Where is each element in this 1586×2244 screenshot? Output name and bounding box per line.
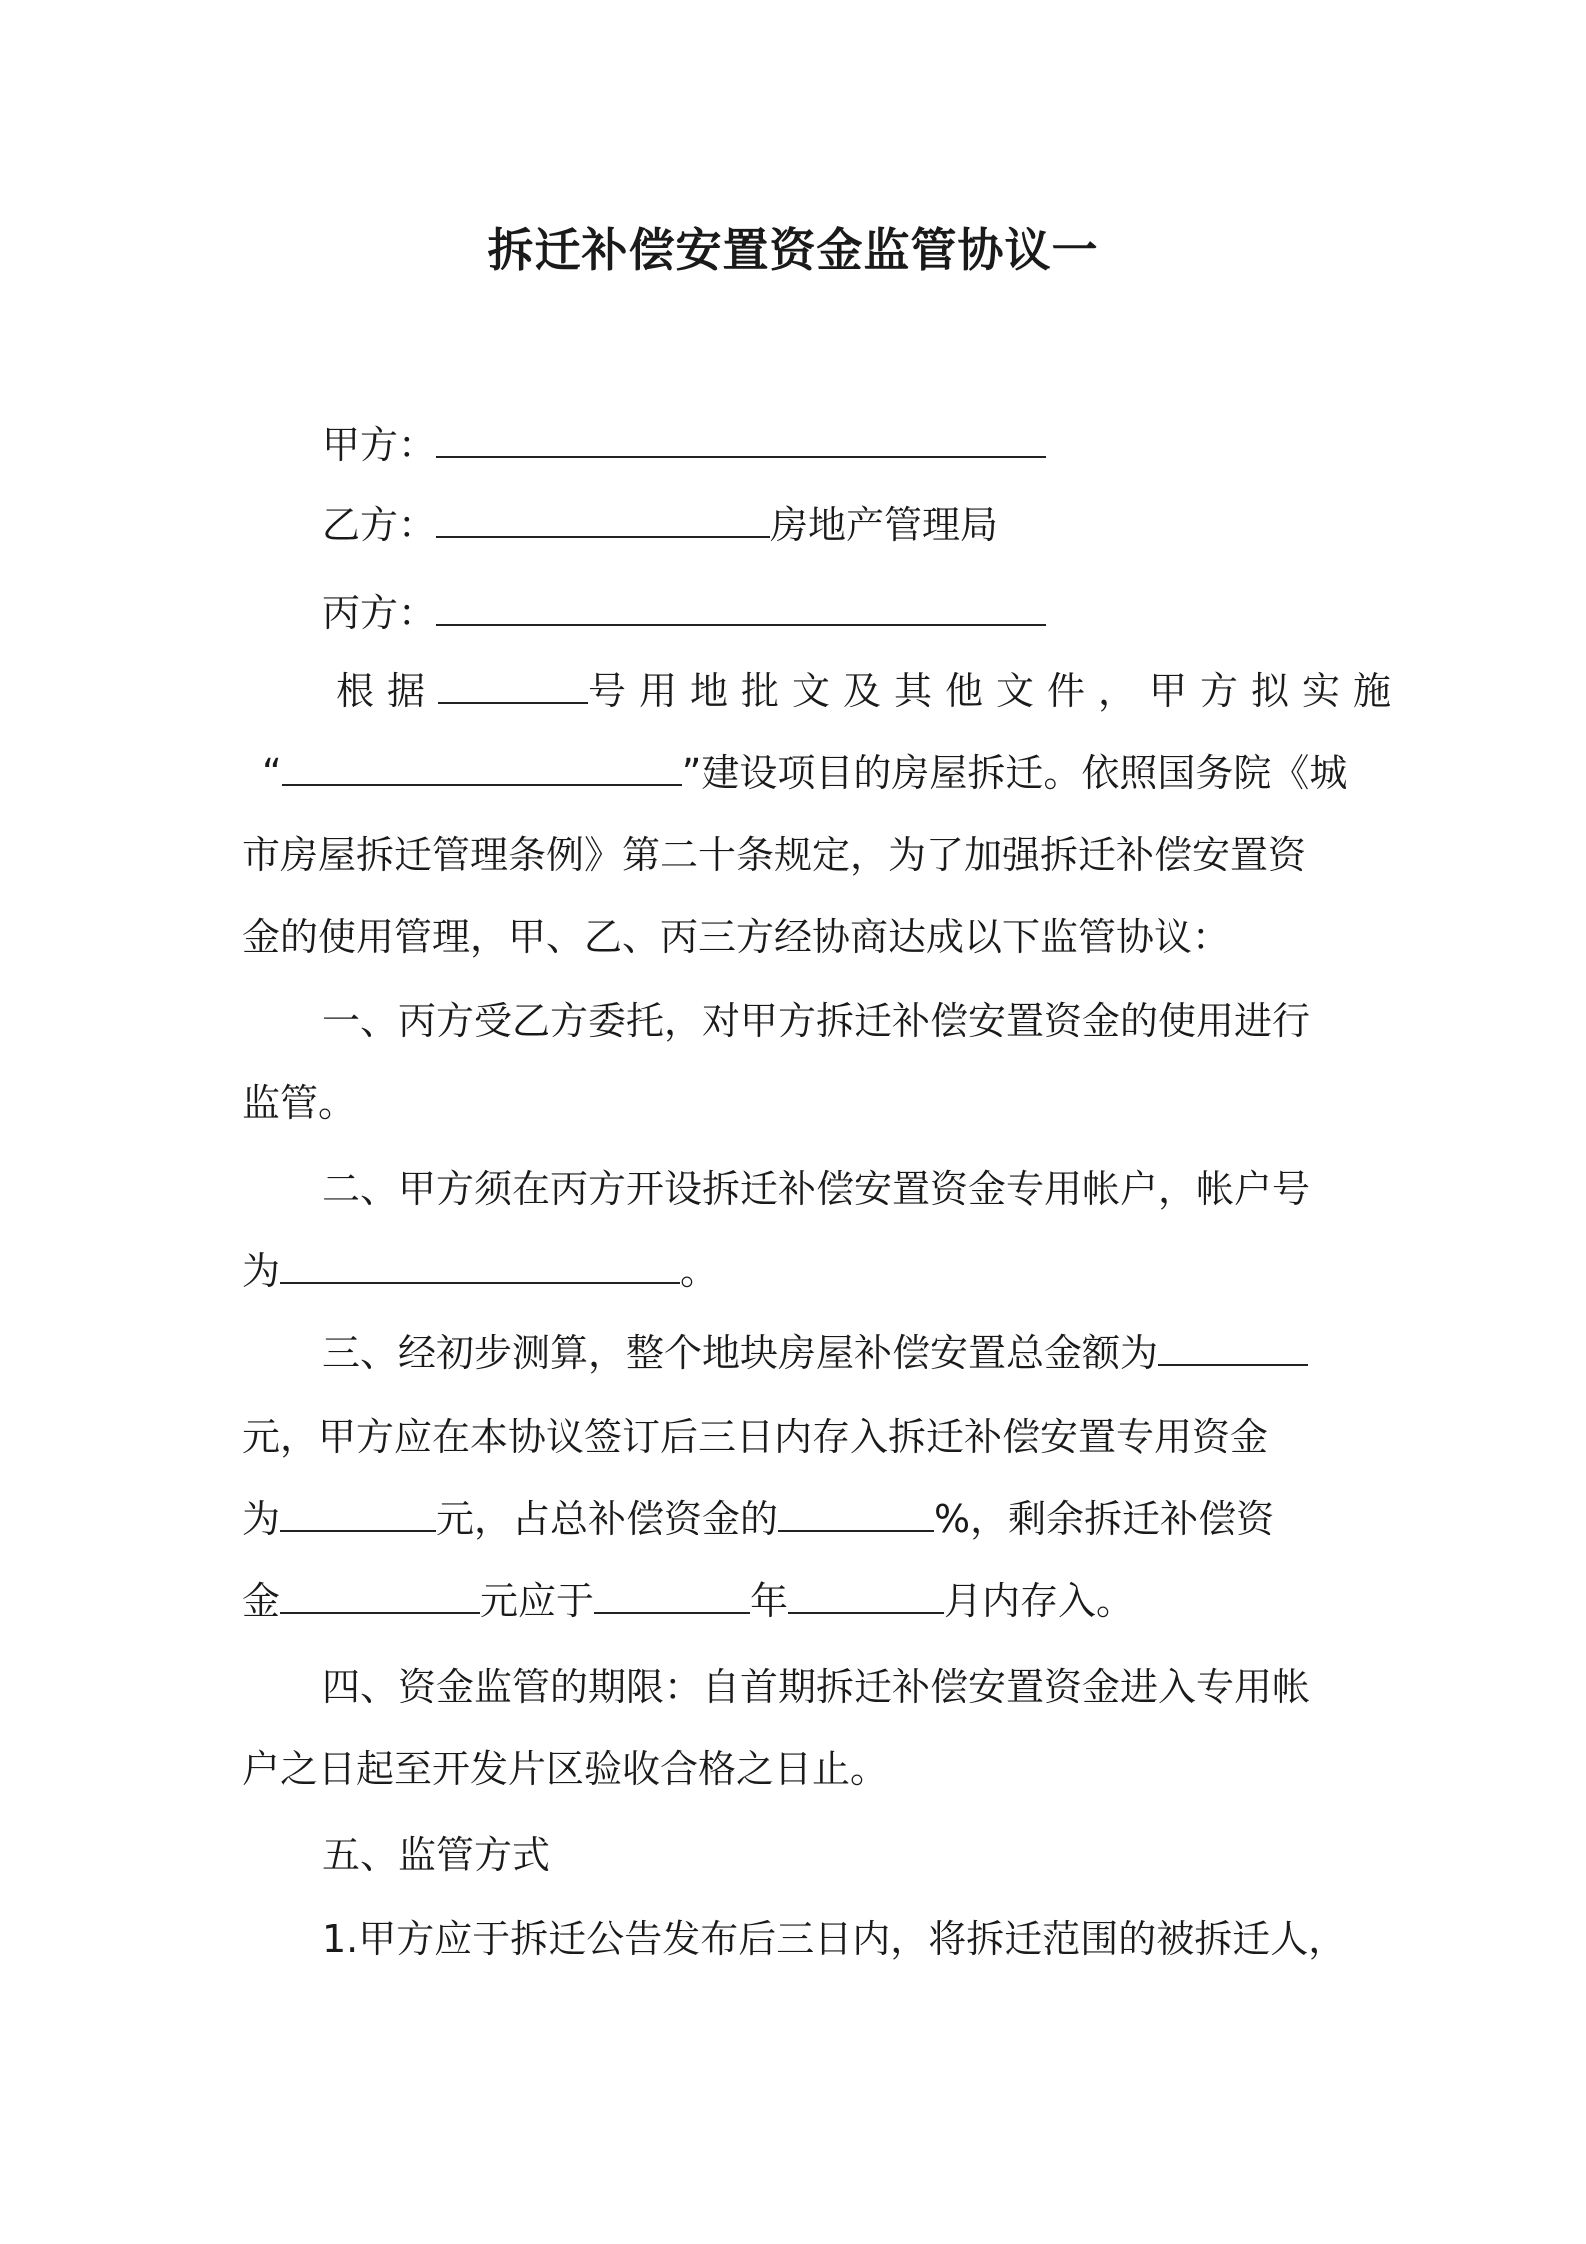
party-b-suffix: 房地产管理局 [770,503,999,547]
party-c-line [322,586,1360,640]
clause-4-line-1: 四、资金监管的期限：自首期拆迁补偿安置资金进入专用帐 [322,1665,1311,1709]
clause-3-text-a: 三、经初步测算，整个地块房屋补偿安置总金额为 [322,1331,1159,1375]
clause-3-text-f: 元应于 [480,1579,595,1623]
clause-3-line-4 [242,1574,1360,1628]
percentage-blank [778,1494,934,1532]
clause-1-line-2: 监管。 [242,1081,357,1125]
clause-3-text-c: 元，占总补偿资金的 [436,1497,779,1541]
clause-4-line-2: 户之日起至开发片区验收合格之日止。 [242,1747,889,1791]
clause-1-line-1: 一、丙方受乙方委托，对甲方拆迁补偿安置资金的使用进行 [322,999,1311,1043]
preamble-text-c: ”建设项目的房屋拆迁。依照国务院《城 [681,751,1348,795]
clause-3-line-1 [322,1326,1360,1380]
clause-2-text-a: 为 [242,1249,281,1293]
clause-3-text-g: 年 [750,1579,789,1623]
preamble-text-a: 根据 [336,669,439,713]
approval-number-blank [438,666,588,704]
total-amount-blank [1158,1328,1308,1366]
project-name-blank [282,748,682,786]
party-c-label: 丙方： [322,591,437,635]
clause-3-line-2: 元，甲方应在本协议签订后三日内存入拆迁补偿安置专用资金 [242,1415,1269,1459]
year-blank [594,1576,750,1614]
clause-3-text-b: 为 [242,1497,281,1541]
party-b-line [322,498,1360,552]
open-quote: “ [262,751,282,795]
party-a-line [322,418,1360,472]
party-b-blank [436,500,770,538]
clause-5-heading: 五、监管方式 [322,1833,551,1877]
preamble-line-4: 金的使用管理，甲、乙、丙三方经协商达成以下监管协议： [242,915,1231,959]
document-title: 拆迁补偿安置资金监管协议一 [487,223,1099,277]
preamble-line-3: 市房屋拆迁管理条例》第二十条规定，为了加强拆迁补偿安置资 [242,833,1307,877]
party-c-blank [436,588,1046,626]
preamble-line-2 [262,746,1360,800]
clause-3-line-3 [242,1492,1360,1546]
party-a-label: 甲方： [322,423,437,467]
party-a-blank [436,420,1046,458]
clause-3-text-e: 金 [242,1579,281,1623]
clause-2-line-1: 二、甲方须在丙方开设拆迁补偿安置资金专用帐户，帐户号 [322,1167,1311,1211]
initial-deposit-blank [280,1494,436,1532]
remaining-amount-blank [280,1576,480,1614]
clause-2-text-b: 。 [680,1249,719,1293]
clause-2-line-2 [242,1244,1360,1298]
preamble-text-b: 号用地批文及其他文件，甲方拟实施 [588,669,1405,713]
clause-3-text-d: %，剩余拆迁补偿资 [934,1497,1275,1541]
month-blank [788,1576,944,1614]
clause-5-item-1: 1.甲方应于拆迁公告发布后三日内，将拆迁范围的被拆迁人， [322,1917,1347,1961]
account-number-blank [280,1246,680,1284]
clause-3-text-h: 月内存入。 [944,1579,1135,1623]
preamble-line-1 [336,664,1405,718]
party-b-label: 乙方： [322,503,437,547]
